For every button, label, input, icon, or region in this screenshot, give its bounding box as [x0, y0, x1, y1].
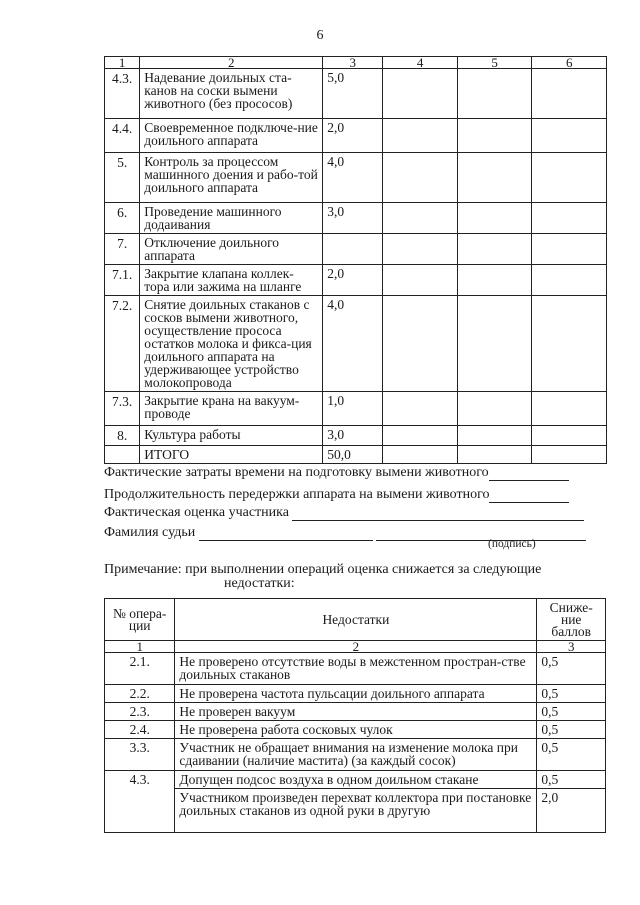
- table-row: [105, 203, 607, 234]
- op-score: 1,0: [323, 392, 383, 426]
- empty-cell: [532, 265, 607, 296]
- op-score: 2,0: [323, 265, 383, 296]
- total-row: [105, 446, 607, 464]
- table-row: [105, 721, 606, 739]
- table-row: [105, 296, 607, 392]
- op-name: Закрытие крана на вакуум-проводе: [140, 392, 323, 426]
- form-line-label: Продолжительность передержки аппарата на вымени животного: [104, 487, 490, 502]
- defect-text: Участником произведен перехват коллектора при постановке доильных стаканов из одной руки в другую: [175, 789, 537, 833]
- op-name: Снятие доильных стаканов с сосков вымени животного, осуществление прососа остатков молока и фикса-ция доильного аппарата на удерживающее устройство молокопровода: [140, 296, 323, 392]
- empty-cell: [457, 234, 532, 265]
- op-number: 5.: [105, 153, 140, 203]
- defect-text: Допущен подсос воздуха в одном доильном стакане: [175, 771, 537, 789]
- defect-text: Не проверена частота пульсации доильного аппарата: [175, 685, 537, 703]
- op-name: Культура работы: [140, 426, 323, 446]
- table-row: [105, 685, 606, 703]
- penalty-value: 0,5: [537, 685, 606, 703]
- defect-text: Не проверен вакуум: [175, 703, 537, 721]
- form-line-label: Фамилия судьи: [104, 525, 196, 540]
- op-number: 8.: [105, 426, 140, 446]
- header-cell: 3: [537, 641, 606, 653]
- empty-cell: [383, 392, 458, 426]
- fill-line[interactable]: [489, 468, 569, 481]
- op-number: [105, 446, 140, 464]
- fill-line[interactable]: [292, 508, 584, 521]
- header-cell: 2: [175, 641, 537, 653]
- header-cell: Сниже-ние баллов: [537, 599, 606, 641]
- empty-cell: [383, 296, 458, 392]
- op-number: 3.3.: [105, 739, 175, 771]
- table-row: [105, 392, 607, 426]
- column-number-row: [105, 641, 606, 653]
- page-number: 6: [316, 28, 324, 43]
- table-row: [105, 653, 606, 685]
- op-number: 4.3.: [105, 771, 175, 833]
- signature-line[interactable]: [376, 528, 586, 541]
- op-number: 7.2.: [105, 296, 140, 392]
- note: [104, 563, 541, 591]
- penalty-value: 0,5: [537, 771, 606, 789]
- header-cell: Недостатки: [175, 599, 537, 641]
- empty-cell: [457, 265, 532, 296]
- header-cell: 1: [105, 57, 140, 69]
- empty-cell: [532, 203, 607, 234]
- empty-cell: [383, 203, 458, 234]
- empty-cell: [383, 234, 458, 265]
- empty-cell: [457, 392, 532, 426]
- form-line-overhold: [104, 487, 569, 503]
- empty-cell: [383, 153, 458, 203]
- header-cell: 2: [140, 57, 323, 69]
- op-number: 6.: [105, 203, 140, 234]
- total-score: 50,0: [323, 446, 383, 464]
- op-name: Своевременное подключе-ние доильного аппарата: [140, 119, 323, 153]
- op-score: 5,0: [323, 69, 383, 119]
- table-row: [105, 426, 607, 446]
- op-name: Контроль за процессом машинного доения и рабо-той доильного аппарата: [140, 153, 323, 203]
- op-number: 2.4.: [105, 721, 175, 739]
- op-name: Закрытие клапана коллек-тора или зажима на шланге: [140, 265, 323, 296]
- op-score: [323, 234, 383, 265]
- op-name: Отключение доильного аппарата: [140, 234, 323, 265]
- note-line: недостатки:: [224, 576, 295, 591]
- form-line-prep-time: [104, 465, 569, 481]
- penalty-value: 0,5: [537, 653, 606, 685]
- header-cell: 6: [532, 57, 607, 69]
- penalty-value: 2,0: [537, 789, 606, 833]
- empty-cell: [532, 69, 607, 119]
- empty-cell: [457, 296, 532, 392]
- op-name: Проведение машинного додаивания: [140, 203, 323, 234]
- op-number: 7.1.: [105, 265, 140, 296]
- op-number: 7.3.: [105, 392, 140, 426]
- empty-cell: [457, 69, 532, 119]
- note-line: Примечание: при выполнении операций оценка снижается за следующие: [104, 562, 542, 577]
- empty-cell: [532, 296, 607, 392]
- op-number: 4.4.: [105, 119, 140, 153]
- table-header-row: [105, 57, 607, 69]
- defects-table: [104, 598, 606, 833]
- empty-cell: [383, 446, 458, 464]
- defect-text: Не проверено отсутствие воды в межстенном простран-стве доильных стаканов: [175, 653, 537, 685]
- op-score: 3,0: [323, 203, 383, 234]
- op-number: 7.: [105, 234, 140, 265]
- op-score: 2,0: [323, 119, 383, 153]
- table-row: [105, 703, 606, 721]
- table-row: [105, 119, 607, 153]
- empty-cell: [457, 153, 532, 203]
- total-label: ИТОГО: [140, 446, 323, 464]
- op-number: 4.3.: [105, 69, 140, 119]
- table-row: [105, 789, 606, 833]
- empty-cell: [383, 265, 458, 296]
- table-row: [105, 69, 607, 119]
- empty-cell: [383, 69, 458, 119]
- op-number: 2.2.: [105, 685, 175, 703]
- penalty-value: 0,5: [537, 721, 606, 739]
- empty-cell: [532, 234, 607, 265]
- empty-cell: [383, 426, 458, 446]
- empty-cell: [457, 119, 532, 153]
- penalty-value: 0,5: [537, 703, 606, 721]
- table-row: [105, 739, 606, 771]
- empty-cell: [532, 153, 607, 203]
- fill-line[interactable]: [489, 490, 569, 503]
- penalty-value: 0,5: [537, 739, 606, 771]
- op-name: Надевание доильных ста-канов на соски вымени животного (без проcосов): [140, 69, 323, 119]
- table-row: [105, 234, 607, 265]
- header-cell: 3: [323, 57, 383, 69]
- header-cell: 5: [457, 57, 532, 69]
- op-score: 3,0: [323, 426, 383, 446]
- empty-cell: [532, 446, 607, 464]
- form-line-score: [104, 505, 584, 521]
- header-cell: 1: [105, 641, 175, 653]
- empty-cell: [532, 392, 607, 426]
- operations-table: [104, 56, 607, 464]
- empty-cell: [457, 446, 532, 464]
- form-line-label: Фактическая оценка участника: [104, 505, 289, 520]
- op-score: 4,0: [323, 153, 383, 203]
- empty-cell: [532, 119, 607, 153]
- defect-text: Участник не обращает внимания на изменение молока при сдаивании (наличие мастита) (за каждый сосок): [175, 739, 537, 771]
- table-row: [105, 771, 606, 789]
- header-cell: 4: [383, 57, 458, 69]
- signature-label: (подпись): [488, 538, 536, 550]
- empty-cell: [457, 426, 532, 446]
- table-row: [105, 265, 607, 296]
- fill-line[interactable]: [199, 528, 373, 541]
- table-header-row: [105, 599, 606, 641]
- empty-cell: [457, 203, 532, 234]
- op-score: 4,0: [323, 296, 383, 392]
- header-cell: № опера-ции: [105, 599, 175, 641]
- op-number: 2.1.: [105, 653, 175, 685]
- defect-text: Не проверена работа сосковых чулок: [175, 721, 537, 739]
- empty-cell: [532, 426, 607, 446]
- table-row: [105, 153, 607, 203]
- op-number: 2.3.: [105, 703, 175, 721]
- form-line-label: Фактические затраты времени на подготовку вымени животного: [104, 465, 489, 480]
- empty-cell: [383, 119, 458, 153]
